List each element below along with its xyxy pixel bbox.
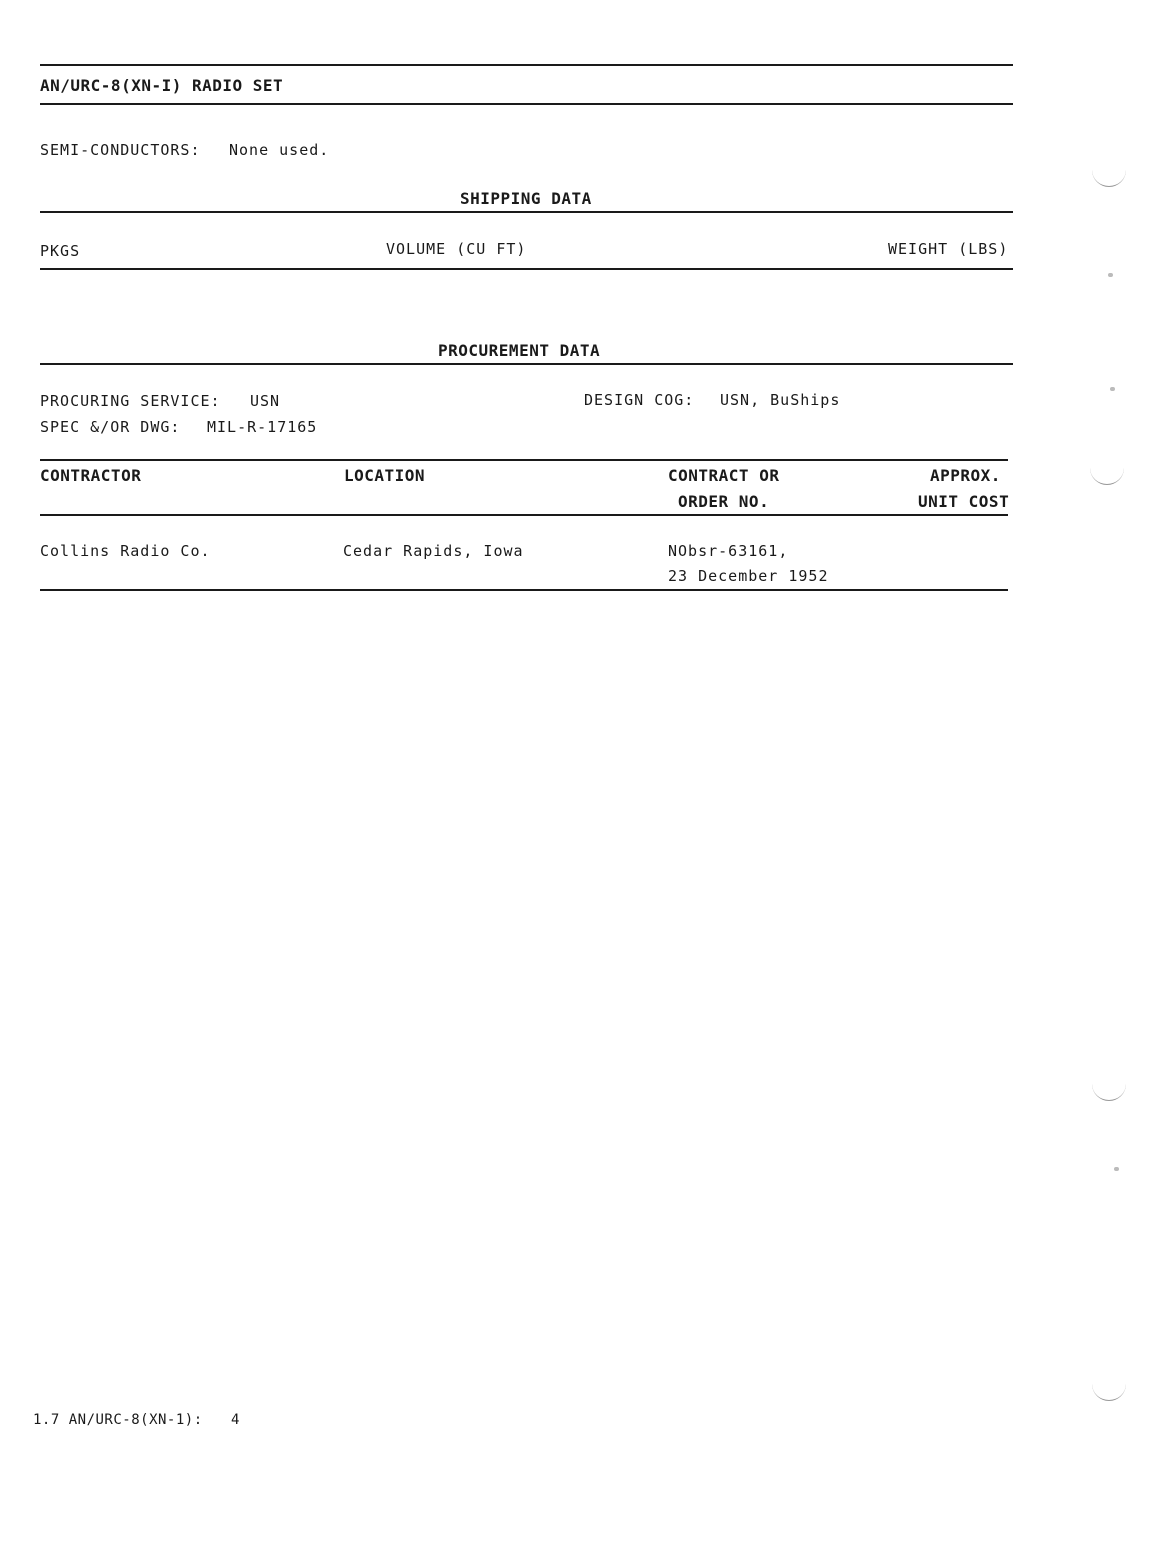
procurement-heading: PROCUREMENT DATA — [438, 341, 601, 360]
binder-hole-mark — [1092, 168, 1126, 187]
procuring-service-label: PROCURING SERVICE: — [40, 392, 221, 410]
design-cog-label: DESIGN COG: — [584, 391, 695, 409]
shipping-bottom-rule — [40, 268, 1013, 270]
procurement-rule — [40, 363, 1013, 365]
shipping-top-rule — [40, 211, 1013, 213]
contract-table-top-rule — [40, 459, 1008, 461]
location-cell: Cedar Rapids, Iowa — [343, 542, 524, 560]
contract-header-contract-line1: CONTRACT OR — [668, 466, 780, 485]
contract-header-contract-line2: ORDER NO. — [678, 492, 770, 511]
title-top-rule — [40, 64, 1013, 66]
contract-date-cell: 23 December 1952 — [668, 567, 829, 585]
shipping-col-pkgs: PKGS — [40, 242, 81, 260]
contractor-cell: Collins Radio Co. — [40, 542, 211, 560]
contract-header-cost-line1: APPROX. — [930, 466, 1001, 485]
scan-speck — [1108, 273, 1113, 277]
shipping-col-volume: VOLUME (CU FT) — [386, 240, 527, 258]
footer-page-ref: 1.7 AN/URC-8(XN-1): — [33, 1412, 203, 1428]
scan-speck — [1114, 1167, 1119, 1171]
title-bottom-rule — [40, 103, 1013, 105]
design-cog-value: USN, BuShips — [720, 391, 841, 409]
shipping-heading: SHIPPING DATA — [460, 189, 592, 208]
contract-table-bottom-rule — [40, 589, 1008, 591]
binder-hole-mark — [1090, 466, 1124, 485]
spec-label: SPEC &/OR DWG: — [40, 418, 181, 436]
binder-hole-mark — [1092, 1082, 1126, 1101]
contract-header-location: LOCATION — [344, 466, 426, 485]
contract-number-cell: NObsr-63161, — [668, 542, 789, 560]
procuring-service-value: USN — [250, 392, 281, 410]
footer-page-number: 4 — [231, 1412, 241, 1428]
shipping-col-weight: WEIGHT (LBS) — [888, 240, 1009, 258]
scan-speck — [1110, 387, 1115, 391]
semiconductors-label: SEMI-CONDUCTORS: — [40, 141, 201, 159]
document-title: AN/URC-8(XN-I) RADIO SET — [40, 76, 284, 95]
spec-value: MIL-R-17165 — [207, 418, 318, 436]
contract-header-rule — [40, 514, 1008, 516]
contract-header-cost-line2: UNIT COST — [918, 492, 1010, 511]
binder-hole-mark — [1092, 1382, 1126, 1401]
semiconductors-value: None used. — [229, 141, 330, 159]
contract-header-contractor: CONTRACTOR — [40, 466, 142, 485]
